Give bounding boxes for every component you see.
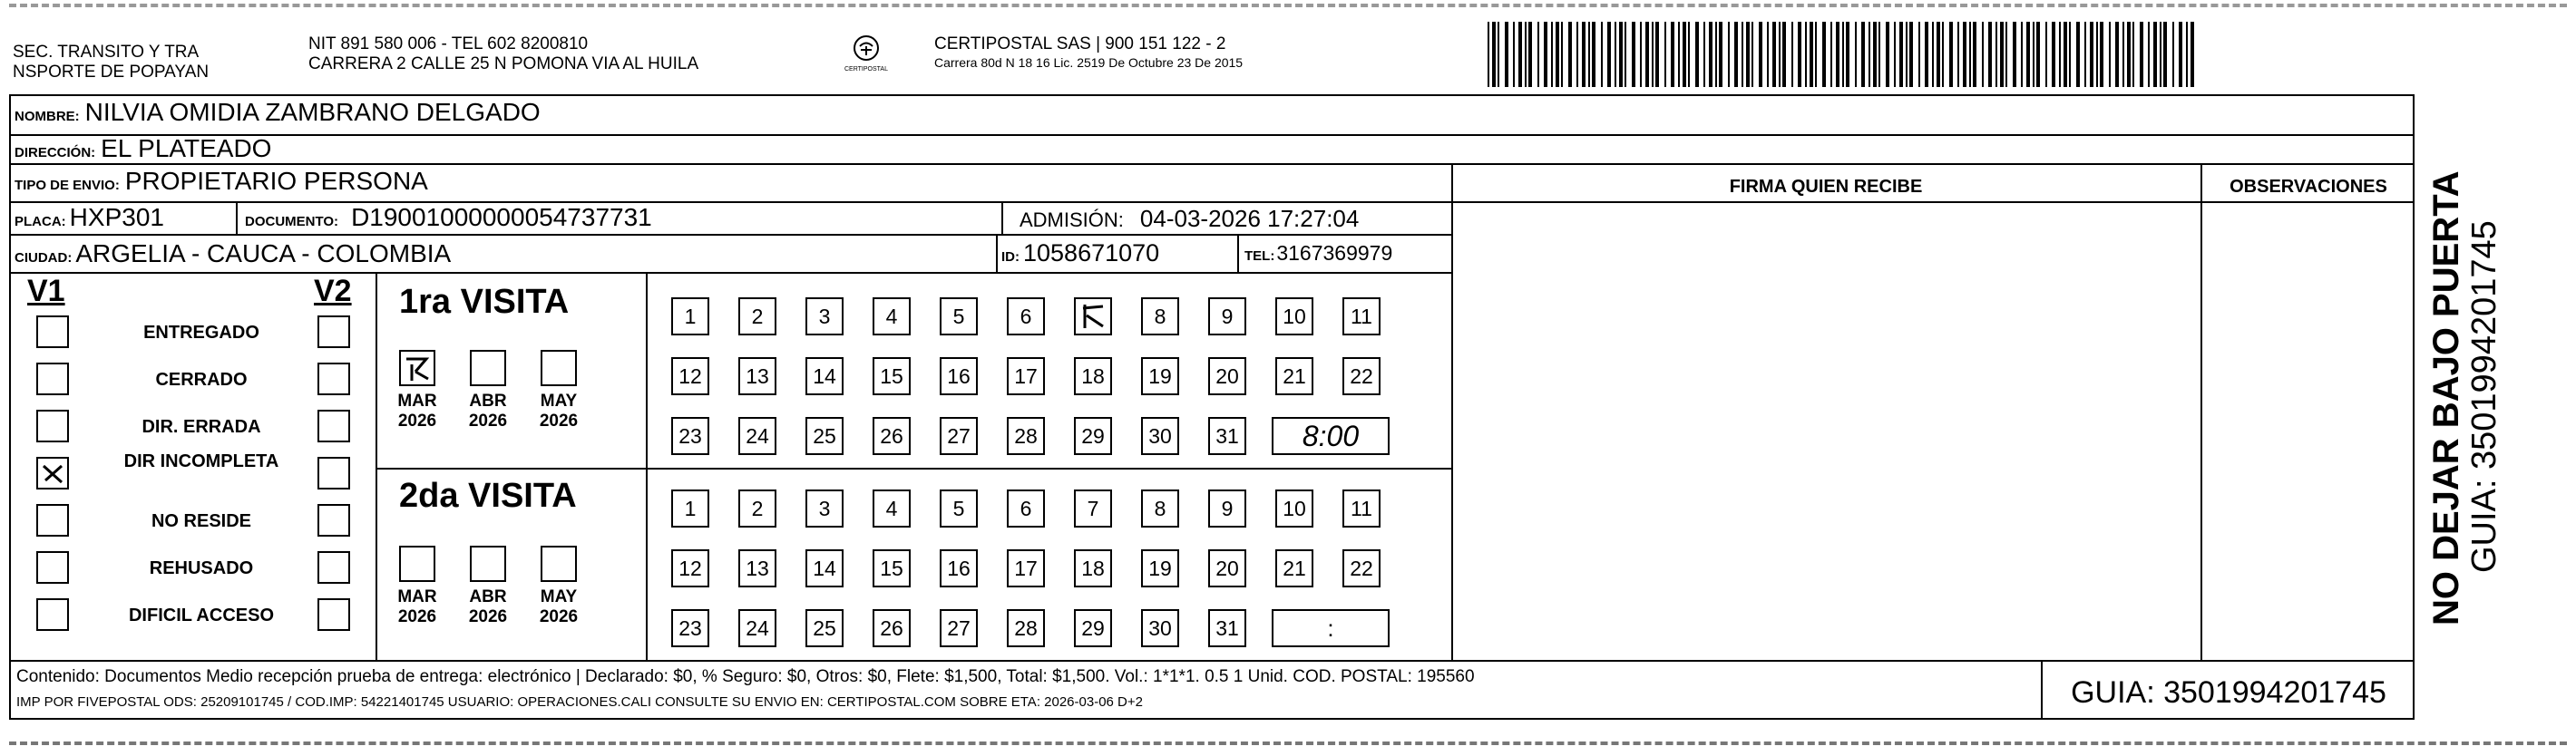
city-label: CIUDAD: — [15, 250, 73, 266]
barcode-bar — [2033, 22, 2034, 87]
day-box[interactable]: 22 — [1342, 549, 1381, 587]
barcode-bar — [1678, 22, 1680, 87]
day-box[interactable]: 4 — [873, 297, 911, 335]
plate-label: PLACA: — [15, 214, 66, 229]
v1-checkbox[interactable] — [36, 363, 69, 395]
barcode-bar — [2045, 22, 2047, 87]
barcode-bar — [1969, 22, 1971, 87]
v2-checkbox[interactable] — [317, 315, 350, 348]
barcode-bar — [1715, 22, 1717, 87]
barcode-bar — [1703, 22, 1705, 87]
day-box[interactable] — [1074, 297, 1112, 335]
barcode-bar — [2084, 22, 2086, 87]
barcode-bar — [1592, 22, 1595, 87]
day-box[interactable]: 13 — [738, 549, 776, 587]
day-box[interactable]: 29 — [1074, 417, 1112, 455]
barcode-bar — [1767, 22, 1769, 87]
visit-separator — [376, 468, 1453, 470]
barcode-bar — [1728, 22, 1730, 87]
day-box[interactable]: 28 — [1007, 417, 1045, 455]
barcode-bar — [2109, 22, 2111, 87]
carrier-block — [934, 34, 1243, 71]
day-box[interactable]: 14 — [805, 357, 844, 395]
row-line — [9, 134, 2415, 136]
status-label: REHUSADO — [149, 558, 254, 578]
barcode-bar — [2000, 22, 2004, 87]
barcode-bar — [1988, 22, 1992, 87]
barcode-bar — [1601, 22, 1603, 87]
day-box[interactable]: 10 — [1275, 297, 1313, 335]
barcode-bar — [1683, 22, 1686, 87]
tel-row — [1244, 241, 1392, 266]
day-box[interactable]: 16 — [940, 549, 978, 587]
visit-time-box[interactable]: : — [1272, 609, 1390, 647]
day-box[interactable]: 9 — [1208, 489, 1246, 528]
v1-checkbox[interactable] — [36, 457, 69, 489]
barcode-bar — [1488, 22, 1489, 87]
cell-divider — [236, 201, 238, 234]
status-label: DIR INCOMPLETA — [123, 451, 279, 471]
first-visit-title: 1ra VISITA — [399, 283, 570, 321]
day-box[interactable]: 12 — [671, 549, 709, 587]
barcode-bar — [2100, 22, 2103, 87]
ship-type-label: TIPO DE ENVIO: — [15, 178, 120, 193]
barcode-bar — [2059, 22, 2061, 87]
city-value: ARGELIA - CAUCA - COLOMBIA — [75, 239, 452, 267]
barcode-bar — [1688, 22, 1690, 87]
day-box[interactable]: 7 — [1074, 489, 1112, 528]
day-box[interactable]: 31 — [1208, 417, 1246, 455]
day-box[interactable]: 20 — [1208, 357, 1246, 395]
certipostal-logo — [836, 34, 896, 76]
cell-divider — [996, 234, 998, 272]
barcode-bar — [1815, 22, 1817, 87]
barcode-bar — [1798, 22, 1801, 87]
barcode-bar — [2132, 22, 2134, 87]
barcode-bar — [1742, 22, 1743, 87]
month-checkbox[interactable] — [541, 350, 577, 386]
cell-divider — [1001, 201, 1003, 234]
barcode-bar — [1695, 22, 1699, 87]
visit-time-box[interactable]: 8:00 — [1272, 417, 1390, 455]
barcode-bar — [1709, 22, 1712, 87]
barcode-bar — [1528, 22, 1532, 87]
nit-block — [308, 34, 698, 74]
barcode-bar — [2036, 22, 2040, 87]
admission-value: 04-03-2026 17:27:04 — [1139, 205, 1360, 232]
v2-checkbox[interactable] — [317, 598, 350, 631]
barcode-bar — [2005, 22, 2007, 87]
day-box[interactable]: 24 — [738, 609, 776, 647]
admission-row — [1020, 205, 1359, 233]
name-value: NILVIA OMIDIA ZAMBRANO DELGADO — [84, 98, 541, 126]
barcode-bar — [1671, 22, 1674, 87]
month-checkbox[interactable] — [470, 350, 506, 386]
barcode-bar — [1556, 22, 1559, 87]
barcode-bar — [2127, 22, 2131, 87]
day-box[interactable]: 21 — [1275, 357, 1313, 395]
barcode-bar — [1518, 22, 1522, 87]
barcode-bar — [1492, 22, 1496, 87]
day-box[interactable]: 17 — [1007, 549, 1045, 587]
barcode-bar — [1878, 22, 1880, 87]
barcode-bar — [1918, 22, 1920, 87]
barcode-bar — [1759, 22, 1762, 87]
barcode-bar — [2096, 22, 2098, 87]
barcode-bar — [2140, 22, 2143, 87]
barcode-bar — [1822, 22, 1826, 87]
barcode-bar — [1842, 22, 1844, 87]
v2-checkbox[interactable] — [317, 457, 350, 489]
barcode-bar — [1982, 22, 1984, 87]
day-box[interactable]: 1 — [671, 297, 709, 335]
day-box[interactable]: 18 — [1074, 357, 1112, 395]
day-box[interactable]: 23 — [671, 609, 709, 647]
v1-label: V1 — [27, 274, 65, 308]
barcode-bar — [2153, 22, 2157, 87]
day-box[interactable]: 13 — [738, 357, 776, 395]
nit-line2: CARRERA 2 CALLE 25 N POMONA VIA AL HUILA — [308, 54, 699, 73]
day-box[interactable]: 4 — [873, 489, 911, 528]
barcode-bar — [1855, 22, 1857, 87]
day-box[interactable]: 23 — [671, 417, 709, 455]
day-box[interactable]: 3 — [805, 297, 844, 335]
signature-header: FIRMA QUIEN RECIBE — [1729, 177, 1923, 197]
day-box[interactable]: 27 — [940, 417, 978, 455]
signature-area[interactable] — [1453, 203, 2200, 660]
barcode-bar — [1640, 22, 1642, 87]
barcode-bar — [2179, 22, 2182, 87]
barcode-bar — [1949, 22, 1953, 87]
barcode-bar — [1805, 22, 1807, 87]
barcode-bar — [2172, 22, 2174, 87]
sender-line1: SEC. TRANSITO Y TRA — [13, 43, 200, 62]
observations-area[interactable] — [2202, 203, 2415, 660]
check-mark-icon — [401, 352, 434, 384]
barcode-bar — [1925, 22, 1928, 87]
day-box[interactable]: 11 — [1342, 297, 1381, 335]
day-box[interactable]: 30 — [1141, 609, 1179, 647]
barcode-bar — [1772, 22, 1776, 87]
barcode-bar — [1607, 22, 1611, 87]
day-box[interactable]: 29 — [1074, 609, 1112, 647]
logo-icon — [853, 34, 880, 62]
day-box[interactable]: 19 — [1141, 357, 1179, 395]
barcode-bar — [1963, 22, 1966, 87]
status-label: NO RESIDE — [151, 511, 252, 531]
month-label: ABR 2026 — [468, 587, 508, 626]
barcode-bar — [2148, 22, 2150, 87]
admission-label: ADMISIÓN: — [1020, 208, 1124, 231]
barcode-bar — [2122, 22, 2124, 87]
barcode-bar — [1525, 22, 1527, 87]
barcode-bar — [1932, 22, 1934, 87]
sender-line2: NSPORTE DE POPAYAN — [13, 63, 210, 82]
barcode-bar — [2186, 22, 2188, 87]
barcode-bar — [2163, 22, 2167, 87]
document-label: DOCUMENTO: — [245, 214, 339, 229]
barcode-bar — [1899, 22, 1903, 87]
barcode-bar — [1625, 22, 1626, 87]
day-box[interactable]: 30 — [1141, 417, 1179, 455]
logo-text: CERTIPOSTAL — [844, 66, 888, 73]
barcode-bar — [1830, 22, 1832, 87]
barcode-bar — [1810, 22, 1813, 87]
month-checkbox[interactable] — [399, 350, 435, 386]
name-label: NOMBRE: — [15, 109, 80, 124]
v2-checkbox[interactable] — [317, 363, 350, 395]
barcode-bar — [1719, 22, 1722, 87]
row-line — [9, 272, 1453, 274]
id-value: 1058671070 — [1023, 239, 1160, 267]
day-box[interactable]: 24 — [738, 417, 776, 455]
day-box[interactable]: 15 — [873, 549, 911, 587]
day-box[interactable]: 5 — [940, 489, 978, 528]
barcode-bar — [2052, 22, 2055, 87]
cell-divider — [1237, 234, 1239, 272]
barcode-bar — [1576, 22, 1578, 87]
footer-guia: GUIA: 3501994201745 — [2071, 675, 2386, 710]
barcode-bar — [1782, 22, 1786, 87]
barcode-bar — [1957, 22, 1959, 87]
month-label: MAY 2026 — [539, 392, 579, 431]
day-box[interactable]: 8 — [1141, 489, 1179, 528]
barcode-bar — [2013, 22, 2016, 87]
barcode-bar — [1751, 22, 1753, 87]
barcode-bar — [2021, 22, 2023, 87]
day-box[interactable]: 26 — [873, 417, 911, 455]
day-box[interactable]: 9 — [1208, 297, 1246, 335]
observations-header: OBSERVACIONES — [2230, 177, 2387, 197]
barcode-bar — [2090, 22, 2093, 87]
v2-label: V2 — [314, 274, 352, 308]
barcode — [1488, 22, 2204, 87]
v1-checkbox[interactable] — [36, 504, 69, 537]
visit-divider — [646, 272, 648, 660]
barcode-bar — [1995, 22, 1997, 87]
footer-imp-line: IMP POR FIVEPOSTAL ODS: 25209101745 / COD.IMP: 54221401745 USUARIO: OPERACIONES.CALI CONSULTE SU ENVIO EN: CERTIPOSTAL.COM SOBRE ETA: 2026-03-06 D+2 — [16, 694, 1143, 710]
v2-checkbox[interactable] — [317, 504, 350, 537]
barcode-bar — [2115, 22, 2119, 87]
v1-checkbox[interactable] — [36, 315, 69, 348]
barcode-bar — [1568, 22, 1572, 87]
month-checkbox[interactable] — [470, 546, 506, 582]
barcode-bar — [1588, 22, 1590, 87]
day-box[interactable]: 25 — [805, 609, 844, 647]
barcode-bar — [1513, 22, 1515, 87]
day-box[interactable]: 31 — [1208, 609, 1246, 647]
day-box[interactable]: 6 — [1007, 297, 1045, 335]
top-cut-line — [9, 4, 2567, 7]
month-label: MAR 2026 — [397, 587, 437, 626]
day-box[interactable]: 27 — [940, 609, 978, 647]
barcode-bar — [1561, 22, 1563, 87]
barcode-bar — [1909, 22, 1913, 87]
day-box[interactable]: 15 — [873, 357, 911, 395]
barcode-bar — [1544, 22, 1547, 87]
plate-value: HXP301 — [69, 203, 164, 231]
day-box[interactable]: 11 — [1342, 489, 1381, 528]
barcode-bar — [1652, 22, 1654, 87]
barcode-bar — [2076, 22, 2080, 87]
bottom-cut-line — [9, 741, 2567, 745]
day-box[interactable]: 8 — [1141, 297, 1179, 335]
no-dejar-bajo-puerta: NO DEJAR BAJO PUERTA — [2426, 170, 2466, 625]
barcode-bar — [1873, 22, 1877, 87]
document-value: D19001000000054737731 — [351, 203, 652, 231]
barcode-bar — [1619, 22, 1623, 87]
day-box[interactable]: 26 — [873, 609, 911, 647]
footer-content-line: Contenido: Documentos Medio recepción prueba de entrega: electrónico | Declarado: $0, % Seguro: $0, Otros: $0, Flete: $1,500, Total: $1,500. Vol.: 1*1*1. 0.5 1 Unid. COD. POSTAL: 195560 — [16, 667, 1475, 686]
status-label: DIR. ERRADA — [141, 417, 261, 437]
barcode-bar — [1791, 22, 1793, 87]
day-box[interactable]: 10 — [1275, 489, 1313, 528]
barcode-bar — [2069, 22, 2071, 87]
second-visit-title: 2da VISITA — [399, 477, 577, 515]
tel-label: TEL: — [1244, 248, 1275, 264]
barcode-bar — [1942, 22, 1944, 87]
day-box[interactable]: 25 — [805, 417, 844, 455]
v2-checkbox[interactable] — [317, 410, 350, 442]
month-checkbox[interactable] — [399, 546, 435, 582]
tel-value: 3167369979 — [1276, 241, 1393, 265]
v1-checkbox[interactable] — [36, 598, 69, 631]
city-row — [15, 239, 451, 268]
x-mark-icon — [1076, 299, 1110, 334]
ship-type-value: PROPIETARIO PERSONA — [124, 167, 428, 195]
day-box[interactable]: 17 — [1007, 357, 1045, 395]
month-checkbox[interactable] — [541, 546, 577, 582]
barcode-bar — [2064, 22, 2067, 87]
day-box[interactable]: 6 — [1007, 489, 1045, 528]
barcode-bar — [1937, 22, 1940, 87]
x-mark-icon — [38, 459, 67, 488]
document-row — [245, 203, 652, 232]
barcode-bar — [2160, 22, 2161, 87]
barcode-bar — [2191, 22, 2194, 87]
id-label: ID: — [1001, 249, 1020, 265]
barcode-bar — [1973, 22, 1976, 87]
month-label: MAY 2026 — [539, 587, 579, 626]
day-box[interactable]: 2 — [738, 297, 776, 335]
day-box[interactable]: 12 — [671, 357, 709, 395]
carrier-line2: Carrera 80d N 18 16 Lic. 2519 De Octubre 23 De 2015 — [934, 55, 1244, 70]
row-line — [9, 163, 2415, 165]
day-box[interactable]: 5 — [940, 297, 978, 335]
barcode-bar — [1894, 22, 1896, 87]
month-label: ABR 2026 — [468, 392, 508, 431]
day-box[interactable]: 1 — [671, 489, 709, 528]
sender-block — [13, 43, 209, 82]
day-box[interactable]: 28 — [1007, 609, 1045, 647]
day-box[interactable]: 2 — [738, 489, 776, 528]
barcode-bar — [1615, 22, 1616, 87]
vertical-notice — [2426, 118, 2503, 625]
nit-line1: NIT 891 580 006 - TEL 602 8200810 — [308, 34, 589, 53]
barcode-bar — [1779, 22, 1781, 87]
barcode-bar — [1906, 22, 1908, 87]
barcode-bar — [1664, 22, 1666, 87]
vertical-guia: GUIA: 3501994201745 — [2465, 220, 2503, 573]
v1-checkbox[interactable] — [36, 551, 69, 584]
barcode-bar — [1836, 22, 1839, 87]
barcode-bar — [1655, 22, 1659, 87]
barcode-bar — [1645, 22, 1649, 87]
name-row — [15, 98, 541, 127]
barcode-bar — [1869, 22, 1870, 87]
month-label: MAR 2026 — [397, 392, 437, 431]
plate-row — [15, 203, 164, 232]
visit-divider — [376, 272, 377, 660]
id-row — [1001, 239, 1159, 267]
barcode-bar — [1734, 22, 1738, 87]
day-box[interactable]: 3 — [805, 489, 844, 528]
footer-top-line — [9, 660, 2415, 662]
day-box[interactable]: 20 — [1208, 549, 1246, 587]
barcode-bar — [1498, 22, 1499, 87]
barcode-bar — [1505, 22, 1508, 87]
day-box[interactable]: 19 — [1141, 549, 1179, 587]
barcode-bar — [1846, 22, 1849, 87]
barcode-bar — [1886, 22, 1889, 87]
barcode-bar — [2026, 22, 2030, 87]
ship-type-row — [15, 167, 428, 196]
barcode-bar — [1632, 22, 1635, 87]
barcode-bar — [1861, 22, 1865, 87]
day-box[interactable]: 18 — [1074, 549, 1112, 587]
v1-checkbox[interactable] — [36, 410, 69, 442]
address-value: EL PLATEADO — [101, 134, 272, 162]
status-label: CERRADO — [155, 370, 248, 390]
day-box[interactable]: 14 — [805, 549, 844, 587]
carrier-line1: CERTIPOSTAL SAS | 900 151 122 - 2 — [934, 34, 1226, 53]
day-box[interactable]: 22 — [1342, 357, 1381, 395]
address-row — [15, 134, 271, 163]
day-box[interactable]: 16 — [940, 357, 978, 395]
day-box[interactable]: 21 — [1275, 549, 1313, 587]
barcode-bar — [1537, 22, 1539, 87]
status-label: ENTREGADO — [143, 323, 259, 343]
v2-checkbox[interactable] — [317, 551, 350, 584]
barcode-bar — [1551, 22, 1553, 87]
status-label: DIFICIL ACCESO — [128, 606, 274, 625]
address-label: DIRECCIÓN: — [15, 145, 96, 160]
barcode-bar — [1746, 22, 1750, 87]
barcode-bar — [1582, 22, 1586, 87]
